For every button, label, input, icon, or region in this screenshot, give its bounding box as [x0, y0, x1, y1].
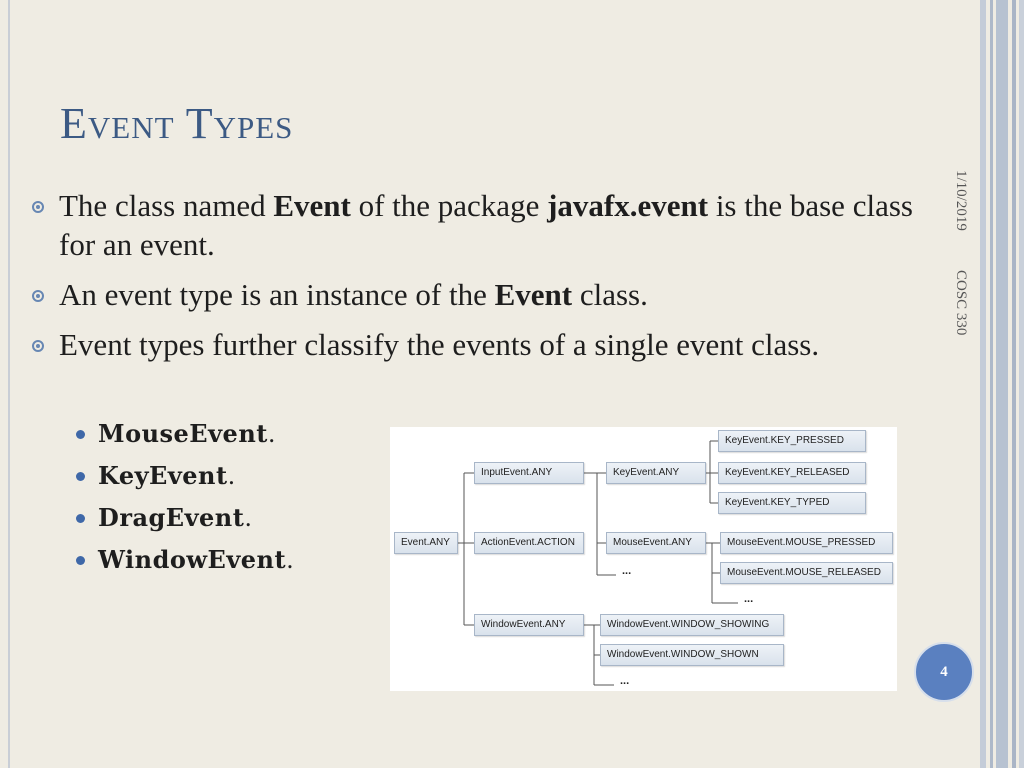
bullet-text: Event types further classify the events of a single event class. — [59, 327, 820, 362]
bullet-circle-icon — [32, 340, 44, 352]
bullet-keyword: Event — [273, 188, 351, 223]
event-class-name: DragEvent — [98, 503, 245, 532]
bullet-text: The class named — [59, 188, 274, 223]
node-key-typed: KeyEvent.KEY_TYPED — [718, 492, 866, 514]
bullet-text: is the base class for an event. — [59, 188, 913, 262]
event-class-item — [72, 462, 294, 504]
bullet-item — [32, 275, 942, 314]
event-class-suffix: . — [286, 546, 295, 574]
node-key-pressed: KeyEvent.KEY_PRESSED — [718, 430, 866, 452]
node-event-any: Event.ANY — [394, 532, 458, 554]
node-mouse-pressed: MouseEvent.MOUSE_PRESSED — [720, 532, 893, 554]
node-inputevent-any: InputEvent.ANY — [474, 462, 584, 484]
slide-title: Event Types — [60, 99, 294, 148]
event-type-hierarchy-diagram — [390, 427, 897, 691]
event-class-suffix: . — [244, 504, 253, 532]
page-number-badge: 4 — [914, 642, 974, 702]
bullet-dot-icon — [76, 514, 85, 523]
node-window-shown: WindowEvent.WINDOW_SHOWN — [600, 644, 784, 666]
bullet-item — [32, 325, 942, 364]
event-class-name: MouseEvent — [98, 419, 268, 448]
event-class-name: KeyEvent — [98, 461, 228, 490]
bullet-item — [32, 186, 942, 264]
event-class-item — [72, 546, 294, 588]
bullet-text: class. — [572, 277, 648, 312]
node-key-released: KeyEvent.KEY_RELEASED — [718, 462, 866, 484]
node-window-showing: WindowEvent.WINDOW_SHOWING — [600, 614, 784, 636]
bullet-circle-icon — [32, 201, 44, 213]
bullet-list — [32, 186, 942, 375]
bullet-keyword: javafx.event — [547, 188, 709, 223]
bullet-text: of the package — [350, 188, 548, 223]
node-actionevent-action: ActionEvent.ACTION — [474, 532, 584, 554]
bullet-dot-icon — [76, 472, 85, 481]
mouse-children-ellipsis: ... — [744, 593, 754, 605]
bullet-dot-icon — [76, 556, 85, 565]
node-windowevent-any: WindowEvent.ANY — [474, 614, 584, 636]
node-mouseevent-any: MouseEvent.ANY — [606, 532, 706, 554]
bullet-dot-icon — [76, 430, 85, 439]
event-class-suffix: . — [227, 462, 236, 490]
event-class-item — [72, 420, 294, 462]
event-class-list — [72, 420, 294, 588]
course-label: COSC 330 — [953, 270, 969, 336]
slide-date: 1/10/2019 — [953, 170, 969, 231]
event-class-suffix: . — [267, 420, 276, 448]
bullet-text: An event type is an instance of the — [59, 277, 495, 312]
bullet-keyword: Event — [494, 277, 573, 312]
bullet-circle-icon — [32, 290, 44, 302]
window-children-ellipsis: ... — [620, 675, 630, 687]
event-class-name: WindowEvent — [98, 545, 287, 574]
node-mouse-released: MouseEvent.MOUSE_RELEASED — [720, 562, 893, 584]
node-keyevent-any: KeyEvent.ANY — [606, 462, 706, 484]
right-decorative-stripes — [976, 0, 1024, 768]
input-children-ellipsis: ... — [622, 565, 632, 577]
event-class-item — [72, 504, 294, 546]
left-margin-rule — [8, 0, 10, 768]
